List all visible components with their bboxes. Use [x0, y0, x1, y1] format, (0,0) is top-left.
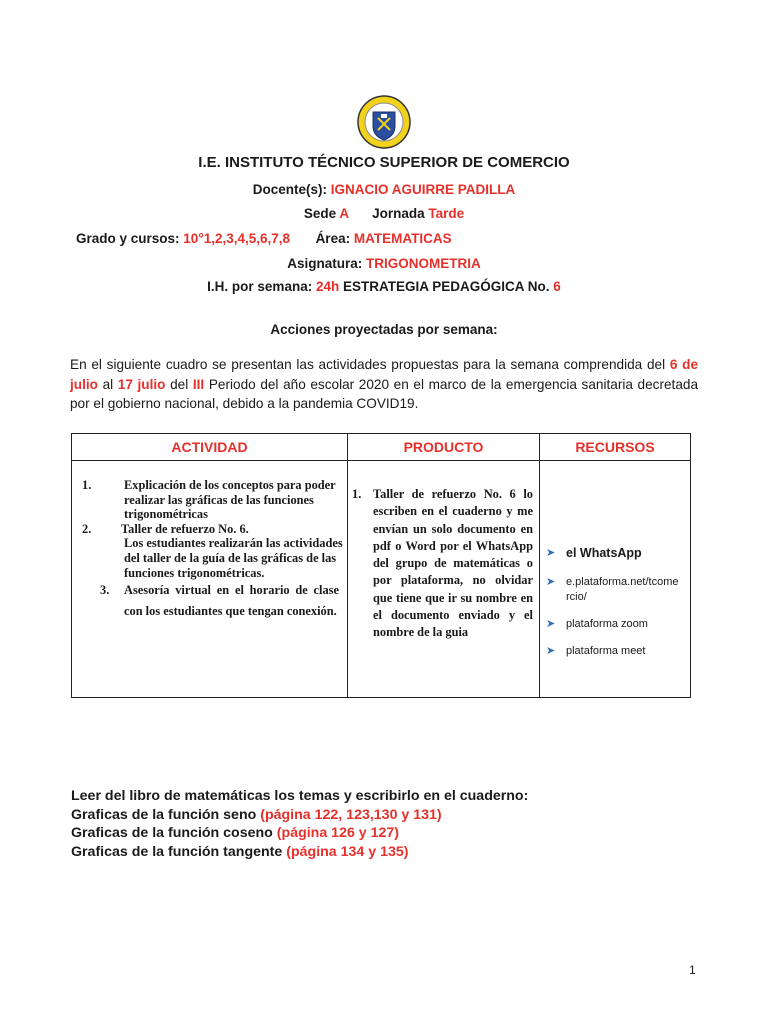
jornada-label: Jornada	[372, 206, 425, 221]
resource-item	[544, 546, 690, 562]
section-heading: Acciones proyectadas por semana:	[270, 322, 498, 337]
arrow-bullet-icon: ➤	[546, 547, 556, 559]
jornada-value: Tarde	[428, 206, 465, 221]
product-cell	[348, 461, 540, 698]
reading-intro: Leer del libro de matemáticas los temas y escribirlo en el cuaderno:	[71, 788, 529, 804]
resource-meet: plataforma meet	[566, 645, 646, 657]
intro-part2: al	[102, 376, 114, 392]
resources-list	[540, 461, 690, 659]
subject-line	[0, 256, 768, 271]
activity-item-2	[72, 522, 347, 537]
strategy-number: 6	[553, 279, 561, 294]
area-label: Área:	[315, 231, 351, 246]
subject-label: Asignatura:	[287, 256, 363, 271]
intro-date-end: 17 julio	[117, 376, 166, 392]
intro-part4: Periodo del año escolar 2020 en el marco de la emergencia sanitaria decretada por el gobierno nacional, debido a la pandemia COVID19.	[70, 376, 699, 411]
sede-label: Sede	[303, 206, 337, 221]
resource-item	[544, 575, 679, 605]
intro-date-start: 6 de julio	[70, 357, 699, 392]
resource-item	[544, 617, 690, 632]
grade-label: Grado y cursos:	[76, 231, 180, 246]
ih-colon: :	[307, 279, 313, 294]
reading-tangent-label: Graficas de la función tangente	[71, 843, 283, 860]
activity-item-1	[72, 478, 347, 522]
reading-cosine-label: Graficas de la función coseno	[71, 825, 273, 842]
reading-cosine-pages: (página 126 y 127)	[276, 825, 400, 842]
page-number: 1	[689, 963, 696, 977]
reading-assignment	[71, 787, 528, 861]
activity-number-3: 3.	[100, 583, 110, 598]
activity-number-1: 1.	[82, 478, 92, 492]
ih-strategy-line	[0, 279, 768, 294]
grade-area-line	[76, 231, 452, 246]
grade-value: 10°1,2,3,4,5,6,7,8	[183, 231, 291, 246]
product-text-1: Taller de refuerzo No. 6 lo escriben en el cuaderno y me envían un solo documento en pdf o Word por el WhatsApp del grupo de matemáticas o por plataforma, no olvidar que tiene que ir su nombre en el documento enviado y el nombre de la guia	[373, 487, 533, 640]
activity-text-3: Asesoría virtual en el horario de clase con los estudiantes que tengan conexión.	[124, 583, 339, 618]
resource-whatsapp: el WhatsApp	[566, 546, 642, 560]
intro-part3: del	[170, 376, 189, 392]
institution-title: I.E. INSTITUTO TÉCNICO SUPERIOR DE COMERCIO	[198, 154, 570, 171]
activities-table	[71, 433, 691, 698]
header-recursos: RECURSOS	[540, 434, 691, 461]
table-row	[72, 461, 691, 698]
ih-label: I.H. por semana	[207, 279, 308, 294]
teacher-line	[0, 182, 768, 197]
product-number-1: 1.	[352, 487, 362, 501]
intro-part1: En el siguiente cuadro se presentan las actividades propuestas para la semana comprendida del	[70, 357, 666, 372]
area-value: MATEMATICAS	[353, 231, 452, 246]
activity-cell	[72, 461, 348, 698]
reading-line-tangent	[71, 843, 528, 862]
intro-paragraph	[70, 355, 698, 414]
table-header-row	[72, 434, 691, 461]
sede-jornada-line	[0, 206, 768, 221]
activity-number-2: 2.	[82, 521, 92, 536]
activity-text-1: Explicación de los conceptos para poder realizar las gráficas de las funciones trigonométricas	[124, 478, 336, 522]
reading-line-cosine	[71, 824, 528, 843]
reading-line-sine	[71, 806, 528, 825]
reading-sine-label: Graficas de la función seno	[71, 806, 257, 823]
header-actividad: ACTIVIDAD	[72, 434, 348, 461]
activity-body-2: Los estudiantes realizarán las actividades del taller de la guía de las gráficas de las funciones trigonométricas.	[124, 536, 343, 580]
strategy-label: ESTRATEGIA PEDAGÓGICA No.	[343, 279, 550, 294]
activity-title-2: Taller de refuerzo No. 6.	[121, 521, 249, 536]
arrow-bullet-icon: ➤	[546, 576, 556, 588]
reading-sine-pages: (página 122, 123,130 y 131)	[260, 806, 442, 823]
teacher-label: Docente(s):	[252, 182, 327, 197]
arrow-bullet-icon: ➤	[546, 618, 556, 630]
intro-period: III	[192, 376, 205, 392]
reading-tangent-pages: (página 134 y 135)	[286, 843, 409, 860]
sede-value: A	[339, 206, 349, 221]
school-crest-logo	[356, 94, 412, 150]
resources-cell	[540, 461, 691, 698]
activity-item-3	[72, 580, 347, 621]
arrow-bullet-icon: ➤	[546, 645, 556, 657]
resource-zoom: plataforma zoom	[566, 618, 648, 630]
ih-value: 24h	[315, 279, 340, 294]
resource-item	[544, 644, 690, 659]
product-item-1	[348, 486, 539, 642]
teacher-name: IGNACIO AGUIRRE PADILLA	[330, 182, 516, 197]
header-producto: PRODUCTO	[348, 434, 540, 461]
subject-value: TRIGONOMETRIA	[366, 256, 481, 271]
resource-platform-url: e.plataforma.net/tcome rcio/	[566, 576, 679, 603]
